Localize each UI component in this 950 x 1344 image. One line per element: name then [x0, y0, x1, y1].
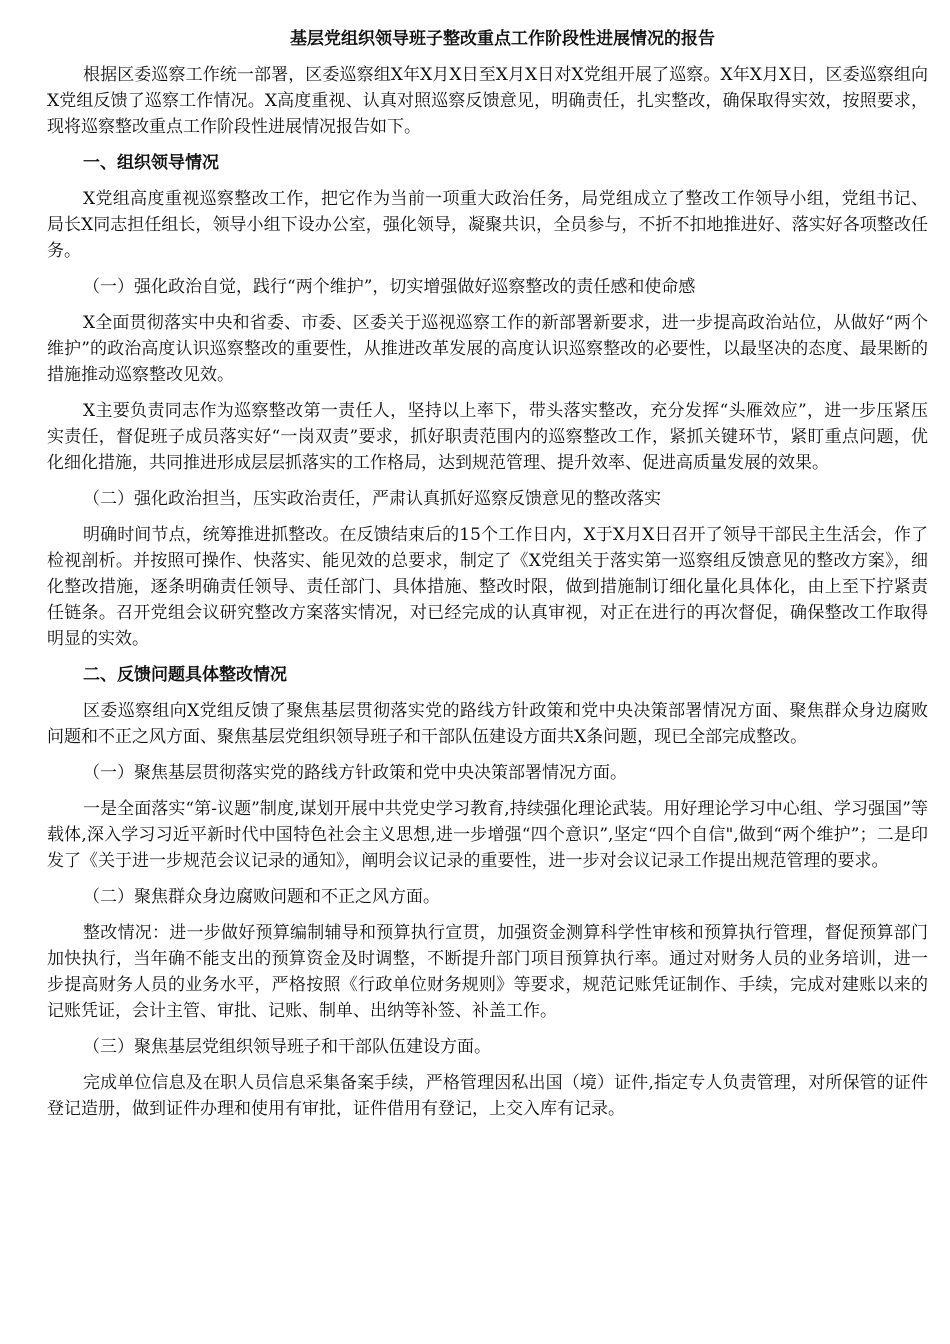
subsection-heading: （三）聚焦基层党组织领导班子和干部队伍建设方面。	[83, 1037, 491, 1057]
intro-paragraph: 根据区委巡察工作统一部署，区委巡察组X年X月X日至X月X日对X党组开展了巡察。X年X月X日，区委巡察组向X党组反馈了巡察工作情况。X高度重视、认真对照巡察反馈意见，明确责任，扎实整改，确保取得实效，按照要求，现将巡察整改重点工作阶段性进展情况报告如下。	[47, 65, 928, 137]
paragraph: 区委巡察组向X党组反馈了聚焦基层贯彻落实党的路线方针政策和党中央决策部署情况方面、聚焦群众身边腐败问题和不正之风方面、聚焦基层党组织领导班子和干部队伍建设方面共X条问题，现已全部完成整改。	[47, 701, 928, 747]
paragraph: 明确时间节点，统筹推进抓整改。在反馈结束后的15个工作日内，X于X月X日召开了领导干部民主生活会，作了检视剖析。并按照可操作、快落实、能见效的总要求，制定了《X党组关于落实第一巡察组反馈意见的整改方案》，细化整改措施，逐条明确责任领导、责任部门、具体措施、整改时限，做到措施制订细化量化具体化，由上至下拧紧责任链条。召开党组会议研究整改方案落实情况，对已经完成的认真审视，对正在进行的再次督促，确保整改工作取得明显的实效。	[47, 525, 928, 649]
section-heading-feedback: 二、反馈问题具体整改情况	[83, 665, 287, 685]
paragraph: X党组高度重视巡察整改工作，把它作为当前一项重大政治任务，局党组成立了整改工作领导小组，党组书记、局长X同志担任组长，领导小组下设办公室，强化领导，凝聚共识，全员参与，不折不扣地推进好、落实好各项整改任务。	[47, 189, 928, 261]
document-title: 基层党组织领导班子整改重点工作阶段性进展情况的报告	[290, 29, 715, 49]
subsection-heading: （二）聚焦群众身边腐败问题和不正之风方面。	[83, 887, 440, 907]
paragraph: 完成单位信息及在职人员信息采集备案手续，严格管理因私出国（境）证件,指定专人负责管理，对所保管的证件登记造册，做到证件办理和使用有审批，证件借用有登记，上交入库有记录。	[47, 1073, 928, 1119]
paragraph: 一是全面落实“第-议题”制度,谋划开展中共党史学习教育,持续强化理论武装。用好理论学习中心组、学习强国”等载体,深入学习习近平新时代中国特色社会主义思想,进一步增强“四个意识”,坚定“四个自信",做到“两个维护”；二是印发了《关于进一步规范会议记录的通知》，阐明会议记录的重要性，进一步对会议记录工作提出规范管理的要求。	[47, 799, 928, 871]
subsection-heading: （二）强化政治担当，压实政治责任，严肃认真抓好巡察反馈意见的整改落实	[83, 489, 661, 509]
subsection-heading: （一）聚焦基层贯彻落实党的路线方针政策和党中央决策部署情况方面。	[83, 763, 627, 783]
section-heading-organization: 一、组织领导情况	[83, 153, 219, 173]
paragraph: 整改情况：进一步做好预算编制辅导和预算执行宣贯，加强资金测算科学性审核和预算执行管理，督促预算部门加快执行，当年确不能支出的预算资金及时调整，不断提升部门项目预算执行率。通过对财务人员的业务培训，进一步提高财务人员的业务水平，严格按照《行政单位财务规则》等要求，规范记账凭证制作、手续，完成对建账以来的记账凭证，会计主管、审批、记账、制单、出纳等补签、补盖工作。	[47, 923, 928, 1021]
subsection-heading: （一）强化政治自觉，践行“两个维护”，切实增强做好巡察整改的责任感和使命感	[83, 277, 696, 297]
paragraph: X全面贯彻落实中央和省委、市委、区委关于巡视巡察工作的新部署新要求，进一步提高政治站位，从做好“两个维护”的政治高度认识巡察整改的重要性，从推进改革发展的高度认识巡察整改的必要性，以最坚决的态度、最果断的措施推动巡察整改见效。	[47, 313, 928, 385]
paragraph: X主要负责同志作为巡察整改第一责任人，坚持以上率下，带头落实整改，充分发挥“头雁效应”，进一步压紧压实责任，督促班子成员落实好“一岗双责”要求，抓好职责范围内的巡察整改工作，紧抓关键环节，紧盯重点问题，优化细化措施，共同推进形成层层抓落实的工作格局，达到规范管理、提升效率、促进高质量发展的效果。	[47, 401, 928, 473]
